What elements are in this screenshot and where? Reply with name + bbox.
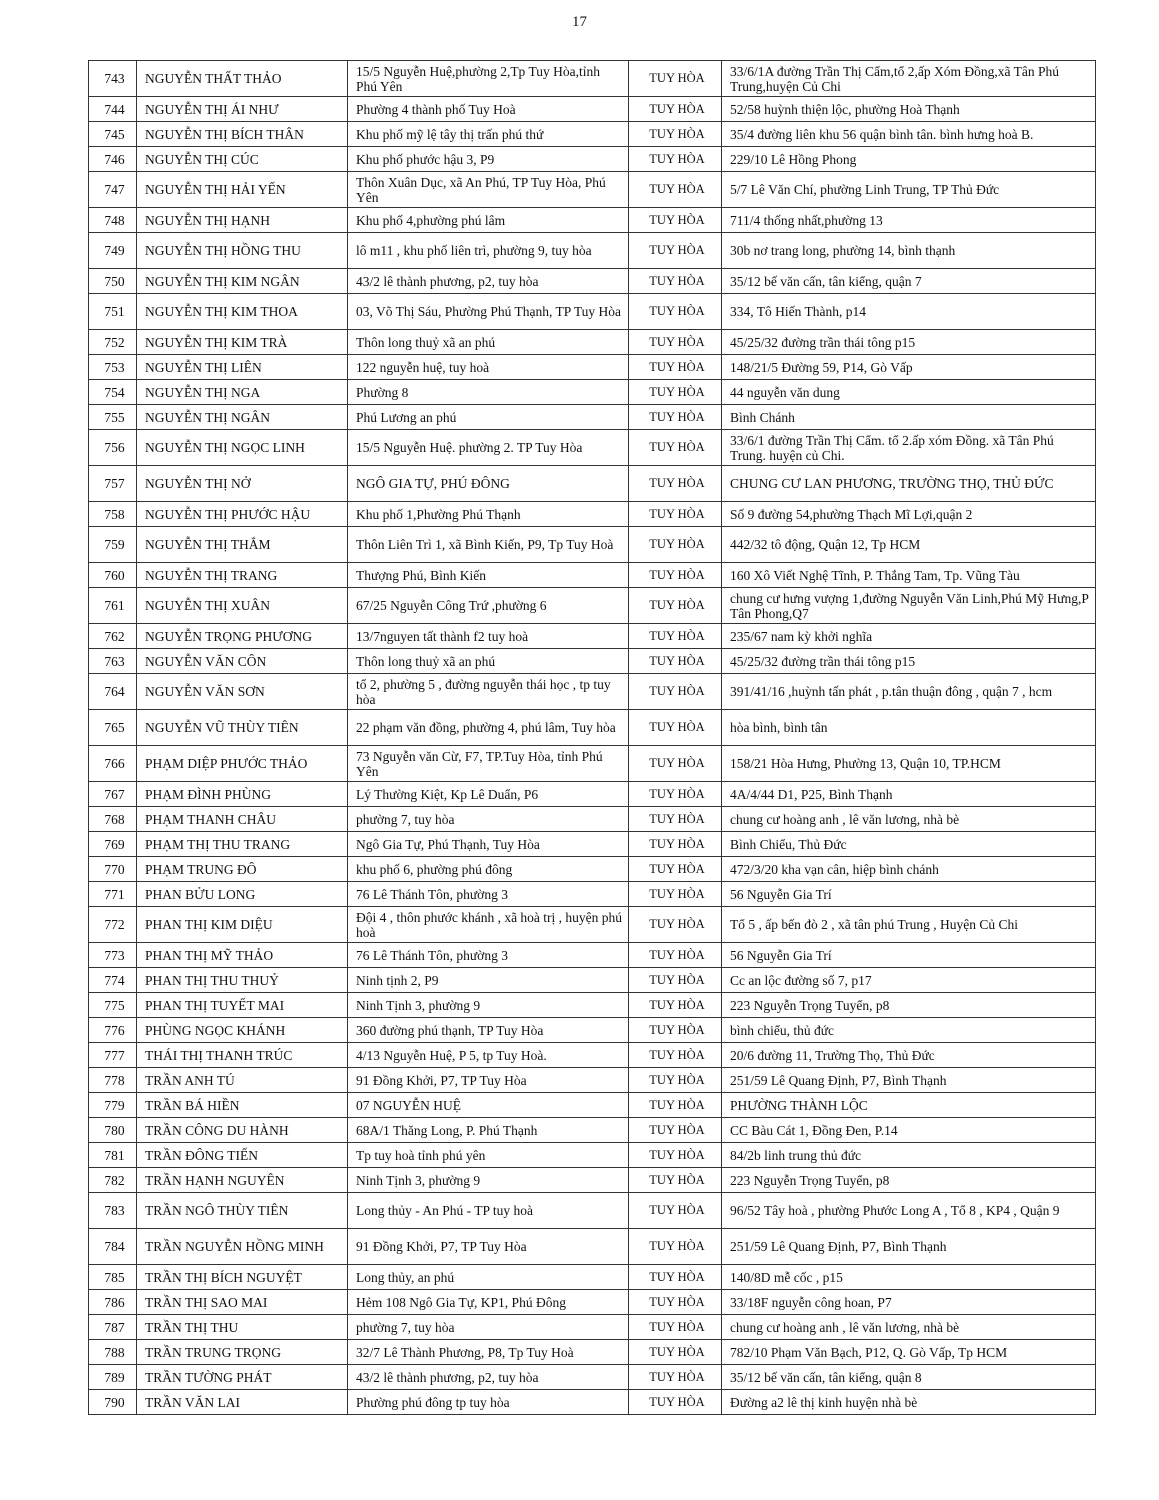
current-address-cell: 20/6 đường 11, Trường Thọ, Thủ Đức (722, 1043, 1096, 1068)
city-cell: TUY HÒA (629, 907, 722, 943)
home-address-cell: 67/25 Nguyễn Công Trứ ,phường 6 (348, 588, 629, 624)
current-address-cell: chung cư hưng vượng 1,đường Nguyễn Văn Linh,Phú Mỹ Hưng,P Tân Phong,Q7 (722, 588, 1096, 624)
home-address-cell: Tp tuy hoà tỉnh phú yên (348, 1143, 629, 1168)
student-name-cell: NGUYỄN THỊ LIÊN (137, 355, 348, 380)
home-address-cell: Thôn Xuân Dục, xã An Phú, TP Tuy Hòa, Phú Yên (348, 172, 629, 208)
current-address-cell: 56 Nguyễn Gia Trí (722, 882, 1096, 907)
home-address-cell: 91 Đồng Khởi, P7, TP Tuy Hòa (348, 1229, 629, 1265)
city-cell: TUY HÒA (629, 746, 722, 782)
table-row (89, 746, 1096, 782)
row-number-cell: 754 (89, 380, 137, 405)
student-name-cell: PHAN THỊ TUYẾT MAI (137, 993, 348, 1018)
student-name-cell: NGUYỄN THỊ CÚC (137, 147, 348, 172)
row-number-cell: 750 (89, 269, 137, 294)
row-number-cell: 769 (89, 832, 137, 857)
current-address-cell: 30b nơ trang long, phường 14, bình thạnh (722, 233, 1096, 269)
table-row (89, 1265, 1096, 1290)
home-address-cell: Khu phố 4,phường phú lâm (348, 208, 629, 233)
city-cell: TUY HÒA (629, 97, 722, 122)
row-number-cell: 778 (89, 1068, 137, 1093)
city-cell: TUY HÒA (629, 563, 722, 588)
table-row (89, 1390, 1096, 1415)
home-address-cell: 13/7nguyen tất thành f2 tuy hoà (348, 624, 629, 649)
home-address-cell: 73 Nguyễn văn Cừ, F7, TP.Tuy Hòa, tỉnh Phú Yên (348, 746, 629, 782)
row-number-cell: 753 (89, 355, 137, 380)
student-name-cell: TRẦN ANH TÚ (137, 1068, 348, 1093)
row-number-cell: 745 (89, 122, 137, 147)
student-name-cell: PHAN THỊ THU THUỶ (137, 968, 348, 993)
student-name-cell: NGUYỄN VĂN SƠN (137, 674, 348, 710)
table-row (89, 527, 1096, 563)
current-address-cell: 391/41/16 ,huỳnh tấn phát , p.tân thuận đông , quận 7 , hcm (722, 674, 1096, 710)
home-address-cell: 22 phạm văn đồng, phường 4, phú lâm, Tuy hòa (348, 710, 629, 746)
student-name-cell: PHẠM THỊ THU TRANG (137, 832, 348, 857)
row-number-cell: 762 (89, 624, 137, 649)
student-name-cell: TRẦN TRUNG TRỌNG (137, 1340, 348, 1365)
home-address-cell: Ninh tịnh 2, P9 (348, 968, 629, 993)
table-row (89, 674, 1096, 710)
row-number-cell: 757 (89, 466, 137, 502)
home-address-cell: Long thủy - An Phú - TP tuy hoà (348, 1193, 629, 1229)
current-address-cell: 140/8D mễ cốc , p15 (722, 1265, 1096, 1290)
student-name-cell: NGUYỄN THỊ XUÂN (137, 588, 348, 624)
table-row (89, 907, 1096, 943)
city-cell: TUY HÒA (629, 1168, 722, 1193)
city-cell: TUY HÒA (629, 1018, 722, 1043)
city-cell: TUY HÒA (629, 294, 722, 330)
table-row (89, 710, 1096, 746)
row-number-cell: 774 (89, 968, 137, 993)
current-address-cell: CHUNG CƯ LAN PHƯƠNG, TRƯỜNG THỌ, THỦ ĐỨC (722, 466, 1096, 502)
row-number-cell: 770 (89, 857, 137, 882)
row-number-cell: 772 (89, 907, 137, 943)
table-row (89, 122, 1096, 147)
table-row (89, 563, 1096, 588)
home-address-cell: Thôn long thuỷ xã an phú (348, 649, 629, 674)
row-number-cell: 758 (89, 502, 137, 527)
student-name-cell: NGUYỄN THỊ NGA (137, 380, 348, 405)
current-address-cell: Cc an lộc đường số 7, p17 (722, 968, 1096, 993)
student-name-cell: NGUYỄN THỊ NGÂN (137, 405, 348, 430)
city-cell: TUY HÒA (629, 233, 722, 269)
row-number-cell: 788 (89, 1340, 137, 1365)
current-address-cell: 4A/4/44 D1, P25, Bình Thạnh (722, 782, 1096, 807)
city-cell: TUY HÒA (629, 172, 722, 208)
city-cell: TUY HÒA (629, 380, 722, 405)
student-name-cell: PHAN THỊ KIM DIỆU (137, 907, 348, 943)
table-row (89, 147, 1096, 172)
student-name-cell: NGUYỄN THỊ THẮM (137, 527, 348, 563)
city-cell: TUY HÒA (629, 61, 722, 97)
table-row (89, 502, 1096, 527)
home-address-cell: Thôn long thuỷ xã an phú (348, 330, 629, 355)
student-name-cell: TRẦN THỊ THU (137, 1315, 348, 1340)
city-cell: TUY HÒA (629, 1340, 722, 1365)
table-row (89, 1365, 1096, 1390)
current-address-cell: 33/18F nguyễn công hoan, P7 (722, 1290, 1096, 1315)
table-row (89, 269, 1096, 294)
table-row (89, 1168, 1096, 1193)
home-address-cell: 15/5 Nguyễn Huệ. phường 2. TP Tuy Hòa (348, 430, 629, 466)
home-address-cell: 76 Lê Thánh Tôn, phường 3 (348, 882, 629, 907)
row-number-cell: 748 (89, 208, 137, 233)
row-number-cell: 759 (89, 527, 137, 563)
table-row (89, 807, 1096, 832)
city-cell: TUY HÒA (629, 1068, 722, 1093)
table-row (89, 993, 1096, 1018)
row-number-cell: 787 (89, 1315, 137, 1340)
student-name-cell: NGUYỄN THỊ NGỌC LINH (137, 430, 348, 466)
table-row (89, 233, 1096, 269)
current-address-cell: hòa bình, bình tân (722, 710, 1096, 746)
city-cell: TUY HÒA (629, 943, 722, 968)
home-address-cell: Lý Thường Kiệt, Kp Lê Duẩn, P6 (348, 782, 629, 807)
table-row (89, 355, 1096, 380)
row-number-cell: 782 (89, 1168, 137, 1193)
table-row (89, 968, 1096, 993)
home-address-cell: 03, Võ Thị Sáu, Phường Phú Thạnh, TP Tuy Hòa (348, 294, 629, 330)
current-address-cell: 235/67 nam kỳ khởi nghĩa (722, 624, 1096, 649)
table-row (89, 1093, 1096, 1118)
student-name-cell: THÁI THỊ THANH TRÚC (137, 1043, 348, 1068)
row-number-cell: 790 (89, 1390, 137, 1415)
home-address-cell: 91 Đồng Khởi, P7, TP Tuy Hòa (348, 1068, 629, 1093)
city-cell: TUY HÒA (629, 710, 722, 746)
table-row (89, 1068, 1096, 1093)
city-cell: TUY HÒA (629, 122, 722, 147)
home-address-cell: 43/2 lê thành phương, p2, tuy hòa (348, 1365, 629, 1390)
row-number-cell: 775 (89, 993, 137, 1018)
city-cell: TUY HÒA (629, 1193, 722, 1229)
current-address-cell: 251/59 Lê Quang Định, P7, Bình Thạnh (722, 1068, 1096, 1093)
student-name-cell: PHAN THỊ MỸ THẢO (137, 943, 348, 968)
row-number-cell: 752 (89, 330, 137, 355)
city-cell: TUY HÒA (629, 1143, 722, 1168)
row-number-cell: 747 (89, 172, 137, 208)
home-address-cell: Ngô Gia Tự, Phú Thạnh, Tuy Hòa (348, 832, 629, 857)
row-number-cell: 755 (89, 405, 137, 430)
row-number-cell: 780 (89, 1118, 137, 1143)
row-number-cell: 764 (89, 674, 137, 710)
student-name-cell: TRẦN THỊ BÍCH NGUYỆT (137, 1265, 348, 1290)
table-row (89, 649, 1096, 674)
row-number-cell: 763 (89, 649, 137, 674)
city-cell: TUY HÒA (629, 208, 722, 233)
current-address-cell: 84/2b linh trung thủ đức (722, 1143, 1096, 1168)
table-row (89, 208, 1096, 233)
table-row (89, 1018, 1096, 1043)
current-address-cell: Đường a2 lê thị kinh huyện nhà bè (722, 1390, 1096, 1415)
student-name-cell: NGUYỄN THỊ PHƯỚC HẬU (137, 502, 348, 527)
table-row (89, 588, 1096, 624)
student-name-cell: PHAN BỬU LONG (137, 882, 348, 907)
city-cell: TUY HÒA (629, 588, 722, 624)
city-cell: TUY HÒA (629, 1265, 722, 1290)
row-number-cell: 777 (89, 1043, 137, 1068)
home-address-cell: Long thủy, an phú (348, 1265, 629, 1290)
student-name-cell: NGUYỄN THỊ HẢI YẾN (137, 172, 348, 208)
current-address-cell: Bình Chánh (722, 405, 1096, 430)
row-number-cell: 749 (89, 233, 137, 269)
row-number-cell: 744 (89, 97, 137, 122)
student-name-cell: PHẠM ĐÌNH PHÙNG (137, 782, 348, 807)
current-address-cell: 33/6/1A đường Trần Thị Cẩm,tổ 2,ấp Xóm Đồng,xã Tân Phú Trung,huyện Củ Chi (722, 61, 1096, 97)
current-address-cell: 45/25/32 đường trần thái tông p15 (722, 330, 1096, 355)
row-number-cell: 751 (89, 294, 137, 330)
student-name-cell: PHẠM THANH CHÂU (137, 807, 348, 832)
city-cell: TUY HÒA (629, 466, 722, 502)
home-address-cell: 07 NGUYỄN HUỆ (348, 1093, 629, 1118)
student-name-cell: TRẦN ĐÔNG TIẾN (137, 1143, 348, 1168)
home-address-cell: tổ 2, phường 5 , đường nguyễn thái học , tp tuy hòa (348, 674, 629, 710)
city-cell: TUY HÒA (629, 624, 722, 649)
table-row (89, 857, 1096, 882)
current-address-cell: 711/4 thống nhất,phường 13 (722, 208, 1096, 233)
current-address-cell: Bình Chiểu, Thủ Đức (722, 832, 1096, 857)
home-address-cell: 4/13 Nguyễn Huệ, P 5, tp Tuy Hoà. (348, 1043, 629, 1068)
table-row (89, 61, 1096, 97)
current-address-cell: 472/3/20 kha vạn cân, hiệp bình chánh (722, 857, 1096, 882)
home-address-cell: Hẻm 108 Ngô Gia Tự, KP1, Phú Đông (348, 1290, 629, 1315)
current-address-cell: 334, Tô Hiến Thành, p14 (722, 294, 1096, 330)
student-name-cell: TRẦN BÁ HIỀN (137, 1093, 348, 1118)
current-address-cell: PHƯỜNG THÀNH LỘC (722, 1093, 1096, 1118)
table-row (89, 405, 1096, 430)
home-address-cell: Ninh Tịnh 3, phường 9 (348, 993, 629, 1018)
home-address-cell: NGÔ GIA TỰ, PHÚ ĐÔNG (348, 466, 629, 502)
table-row (89, 294, 1096, 330)
city-cell: TUY HÒA (629, 330, 722, 355)
student-name-cell: TRẦN TƯỜNG PHÁT (137, 1365, 348, 1390)
city-cell: TUY HÒA (629, 807, 722, 832)
table-row (89, 430, 1096, 466)
row-number-cell: 783 (89, 1193, 137, 1229)
table-row (89, 172, 1096, 208)
page-number: 17 (572, 14, 587, 30)
table-row (89, 97, 1096, 122)
student-name-cell: TRẦN NGÔ THÙY TIÊN (137, 1193, 348, 1229)
student-name-cell: NGUYỄN THỊ ÁI NHƯ (137, 97, 348, 122)
city-cell: TUY HÒA (629, 674, 722, 710)
home-address-cell: Thượng Phú, Bình Kiến (348, 563, 629, 588)
student-name-cell: NGUYỄN THỊ KIM THOA (137, 294, 348, 330)
city-cell: TUY HÒA (629, 1390, 722, 1415)
student-name-cell: PHẠM TRUNG ĐÔ (137, 857, 348, 882)
table-row (89, 1143, 1096, 1168)
current-address-cell: 56 Nguyễn Gia Trí (722, 943, 1096, 968)
row-number-cell: 786 (89, 1290, 137, 1315)
student-name-cell: NGUYỄN THỊ HỒNG THU (137, 233, 348, 269)
current-address-cell: 782/10 Phạm Văn Bạch, P12, Q. Gò Vấp, Tp HCM (722, 1340, 1096, 1365)
city-cell: TUY HÒA (629, 502, 722, 527)
student-name-cell: NGUYỄN THỊ BÍCH THÂN (137, 122, 348, 147)
row-number-cell: 789 (89, 1365, 137, 1390)
row-number-cell: 765 (89, 710, 137, 746)
city-cell: TUY HÒA (629, 968, 722, 993)
home-address-cell: Phường 4 thành phố Tuy Hoà (348, 97, 629, 122)
city-cell: TUY HÒA (629, 1365, 722, 1390)
student-name-cell: NGUYỄN THỊ TRANG (137, 563, 348, 588)
home-address-cell: Đội 4 , thôn phước khánh , xã hoà trị , huyện phú hoà (348, 907, 629, 943)
row-number-cell: 776 (89, 1018, 137, 1043)
city-cell: TUY HÒA (629, 832, 722, 857)
current-address-cell: 148/21/5 Đường 59, P14, Gò Vấp (722, 355, 1096, 380)
row-number-cell: 785 (89, 1265, 137, 1290)
city-cell: TUY HÒA (629, 527, 722, 563)
row-number-cell: 779 (89, 1093, 137, 1118)
table-row (89, 1315, 1096, 1340)
table-row (89, 330, 1096, 355)
home-address-cell: Ninh Tịnh 3, phường 9 (348, 1168, 629, 1193)
current-address-cell: 442/32 tô động, Quận 12, Tp HCM (722, 527, 1096, 563)
current-address-cell: 5/7 Lê Văn Chí, phường Linh Trung, TP Thủ Đức (722, 172, 1096, 208)
student-name-cell: TRẦN NGUYỄN HỒNG MINH (137, 1229, 348, 1265)
home-address-cell: 43/2 lê thành phương, p2, tuy hòa (348, 269, 629, 294)
current-address-cell: 158/21 Hòa Hưng, Phường 13, Quận 10, TP.HCM (722, 746, 1096, 782)
home-address-cell: Phường 8 (348, 380, 629, 405)
row-number-cell: 761 (89, 588, 137, 624)
table-row (89, 1118, 1096, 1143)
current-address-cell: 35/12 bế văn cấn, tân kiểng, quận 8 (722, 1365, 1096, 1390)
student-name-cell: TRẦN VĂN LAI (137, 1390, 348, 1415)
table-row (89, 1193, 1096, 1229)
current-address-cell: 52/58 huỳnh thiện lộc, phường Hoà Thạnh (722, 97, 1096, 122)
table-row (89, 380, 1096, 405)
city-cell: TUY HÒA (629, 649, 722, 674)
current-address-cell: Số 9 đường 54,phường Thạch Mĩ Lợi,quận 2 (722, 502, 1096, 527)
row-number-cell: 784 (89, 1229, 137, 1265)
row-number-cell: 768 (89, 807, 137, 832)
home-address-cell: Khu phố phước hậu 3, P9 (348, 147, 629, 172)
student-name-cell: NGUYỄN TRỌNG PHƯƠNG (137, 624, 348, 649)
home-address-cell: 360 đường phú thạnh, TP Tuy Hòa (348, 1018, 629, 1043)
student-name-cell: PHẠM DIỆP PHƯỚC THẢO (137, 746, 348, 782)
current-address-cell: 96/52 Tây hoà , phường Phước Long A , Tổ 8 , KP4 , Quận 9 (722, 1193, 1096, 1229)
row-number-cell: 766 (89, 746, 137, 782)
city-cell: TUY HÒA (629, 405, 722, 430)
current-address-cell: 35/4 đường liên khu 56 quận bình tân. bình hưng hoà B. (722, 122, 1096, 147)
home-address-cell: Thôn Liên Trì 1, xã Bình Kiến, P9, Tp Tuy Hoà (348, 527, 629, 563)
table-row (89, 1340, 1096, 1365)
city-cell: TUY HÒA (629, 882, 722, 907)
home-address-cell: lô m11 , khu phố liên trì, phường 9, tuy hòa (348, 233, 629, 269)
row-number-cell: 756 (89, 430, 137, 466)
city-cell: TUY HÒA (629, 147, 722, 172)
row-number-cell: 781 (89, 1143, 137, 1168)
home-address-cell: Khu phố mỹ lệ tây thị trấn phú thứ (348, 122, 629, 147)
city-cell: TUY HÒA (629, 1093, 722, 1118)
current-address-cell: 229/10 Lê Hồng Phong (722, 147, 1096, 172)
home-address-cell: Khu phố 1,Phường Phú Thạnh (348, 502, 629, 527)
student-name-cell: NGUYỄN VĂN CÔN (137, 649, 348, 674)
city-cell: TUY HÒA (629, 857, 722, 882)
row-number-cell: 767 (89, 782, 137, 807)
city-cell: TUY HÒA (629, 1315, 722, 1340)
home-address-cell: 122 nguyễn huệ, tuy hoà (348, 355, 629, 380)
city-cell: TUY HÒA (629, 993, 722, 1018)
home-address-cell: 76 Lê Thánh Tôn, phường 3 (348, 943, 629, 968)
table-row (89, 882, 1096, 907)
current-address-cell: 44 nguyễn văn dung (722, 380, 1096, 405)
student-name-cell: NGUYỄN THẤT THẢO (137, 61, 348, 97)
row-number-cell: 746 (89, 147, 137, 172)
row-number-cell: 771 (89, 882, 137, 907)
table-row (89, 1043, 1096, 1068)
home-address-cell: Phường phú đông tp tuy hòa (348, 1390, 629, 1415)
home-address-cell: 15/5 Nguyễn Huệ,phường 2,Tp Tuy Hòa,tỉnh Phú Yên (348, 61, 629, 97)
city-cell: TUY HÒA (629, 782, 722, 807)
city-cell: TUY HÒA (629, 1229, 722, 1265)
table-row (89, 1290, 1096, 1315)
home-address-cell: 32/7 Lê Thành Phương, P8, Tp Tuy Hoà (348, 1340, 629, 1365)
table-row (89, 624, 1096, 649)
current-address-cell: 45/25/32 đường trần thái tông p15 (722, 649, 1096, 674)
city-cell: TUY HÒA (629, 355, 722, 380)
current-address-cell: 251/59 Lê Quang Định, P7, Bình Thạnh (722, 1229, 1096, 1265)
current-address-cell: 160 Xô Viết Nghệ Tĩnh, P. Thắng Tam, Tp. Vũng Tàu (722, 563, 1096, 588)
student-name-cell: NGUYỄN THỊ NỞ (137, 466, 348, 502)
city-cell: TUY HÒA (629, 1290, 722, 1315)
row-number-cell: 760 (89, 563, 137, 588)
current-address-cell: 223 Nguyễn Trọng Tuyển, p8 (722, 993, 1096, 1018)
student-roster-table (88, 60, 1096, 1415)
current-address-cell: chung cư hoàng anh , lê văn lương, nhà bè (722, 1315, 1096, 1340)
student-name-cell: NGUYỄN THỊ KIM TRÀ (137, 330, 348, 355)
student-name-cell: NGUYỄN THỊ HẠNH (137, 208, 348, 233)
table-row (89, 943, 1096, 968)
student-name-cell: NGUYỄN THỊ KIM NGÂN (137, 269, 348, 294)
current-address-cell: 35/12 bế văn cấn, tân kiểng, quận 7 (722, 269, 1096, 294)
home-address-cell: phường 7, tuy hòa (348, 807, 629, 832)
current-address-cell: 223 Nguyễn Trọng Tuyển, p8 (722, 1168, 1096, 1193)
home-address-cell: 68A/1 Thăng Long, P. Phú Thạnh (348, 1118, 629, 1143)
current-address-cell: Tổ 5 , ấp bến đò 2 , xã tân phú Trung , Huyện Củ Chi (722, 907, 1096, 943)
row-number-cell: 773 (89, 943, 137, 968)
student-name-cell: TRẦN CÔNG DU HÀNH (137, 1118, 348, 1143)
home-address-cell: khu phố 6, phường phú đông (348, 857, 629, 882)
table-row (89, 832, 1096, 857)
student-name-cell: PHÙNG NGỌC KHÁNH (137, 1018, 348, 1043)
student-name-cell: TRẦN THỊ SAO MAI (137, 1290, 348, 1315)
current-address-cell: bình chiểu, thủ đức (722, 1018, 1096, 1043)
home-address-cell: phường 7, tuy hòa (348, 1315, 629, 1340)
city-cell: TUY HÒA (629, 1043, 722, 1068)
student-name-cell: TRẦN HẠNH NGUYÊN (137, 1168, 348, 1193)
table-row (89, 782, 1096, 807)
city-cell: TUY HÒA (629, 1118, 722, 1143)
current-address-cell: 33/6/1 đường Trần Thị Cẩm. tổ 2.ấp xóm Đồng. xã Tân Phú Trung. huyện củ Chi. (722, 430, 1096, 466)
student-name-cell: NGUYỄN VŨ THÙY TIÊN (137, 710, 348, 746)
city-cell: TUY HÒA (629, 430, 722, 466)
table-row (89, 466, 1096, 502)
current-address-cell: CC Bàu Cát 1, Đồng Đen, P.14 (722, 1118, 1096, 1143)
city-cell: TUY HÒA (629, 269, 722, 294)
table-row (89, 1229, 1096, 1265)
row-number-cell: 743 (89, 61, 137, 97)
current-address-cell: chung cư hoàng anh , lê văn lương, nhà bè (722, 807, 1096, 832)
home-address-cell: Phú Lương an phú (348, 405, 629, 430)
